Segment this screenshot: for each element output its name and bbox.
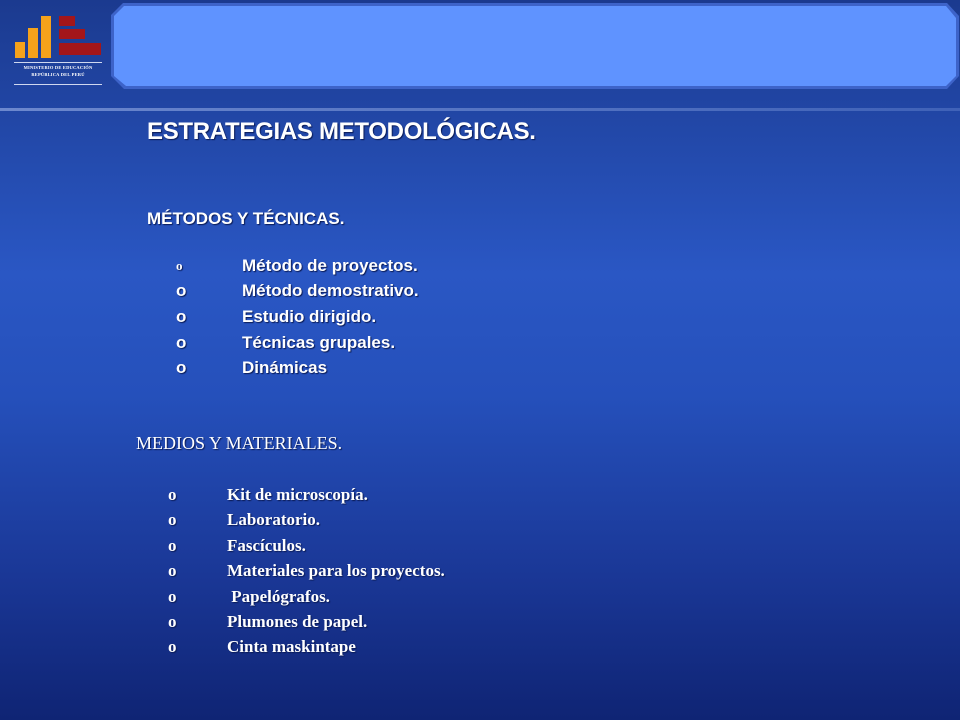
metodos-bullet: o [176, 333, 187, 352]
medios-bullet: o [168, 561, 177, 580]
header-panel [114, 6, 956, 86]
logo-bar-orange-3 [41, 16, 51, 58]
header-divider [0, 108, 960, 111]
medios-item: Plumones de papel. [227, 612, 368, 631]
logo-bar-red-3 [59, 43, 101, 55]
metodos-bullet: o [176, 258, 183, 273]
medios-bullet: o [168, 612, 177, 631]
logo-bar-orange-2 [28, 28, 38, 58]
metodos-item: Estudio dirigido. [242, 307, 377, 326]
medios-item: Cinta maskintape [227, 637, 356, 656]
metodos-item: Técnicas grupales. [242, 333, 396, 352]
metodos-bullet: o [176, 307, 187, 326]
slide-title: ESTRATEGIAS METODOLÓGICAS. [147, 118, 536, 145]
medios-item: Papelógrafos. [227, 587, 330, 606]
metodos-bullet: o [176, 281, 187, 300]
logo-rule-bottom [14, 84, 102, 85]
medios-bullet: o [168, 536, 177, 555]
metodos-item: Método de proyectos. [242, 256, 418, 275]
medios-bullet: o [168, 587, 177, 606]
logo-rule-top [14, 62, 102, 63]
logo-bar-orange-1 [15, 42, 25, 58]
logo-bar-red-1 [59, 16, 75, 26]
metodos-item: Método demostrativo. [242, 281, 419, 300]
metodos-item: Dinámicas [242, 358, 328, 377]
medios-heading: MEDIOS Y MATERIALES. [136, 433, 343, 453]
medios-item: Kit de microscopía. [227, 485, 368, 504]
logo-bar-red-2 [59, 29, 85, 39]
medios-bullet: o [168, 485, 177, 504]
medios-item: Fascículos. [227, 536, 306, 555]
medios-item: Laboratorio. [227, 510, 321, 529]
logo-caption-line2: REPÚBLICA DEL PERÚ [31, 72, 85, 77]
medios-bullet: o [168, 510, 177, 529]
logo-caption [14, 64, 102, 78]
logo-caption-line1: MINISTERIO DE EDUCACIÓN [23, 65, 93, 70]
metodos-bullet: o [176, 358, 187, 377]
metodos-heading: MÉTODOS Y TÉCNICAS. [147, 209, 345, 228]
medios-bullet: o [168, 637, 177, 656]
medios-item: Materiales para los proyectos. [227, 561, 445, 580]
